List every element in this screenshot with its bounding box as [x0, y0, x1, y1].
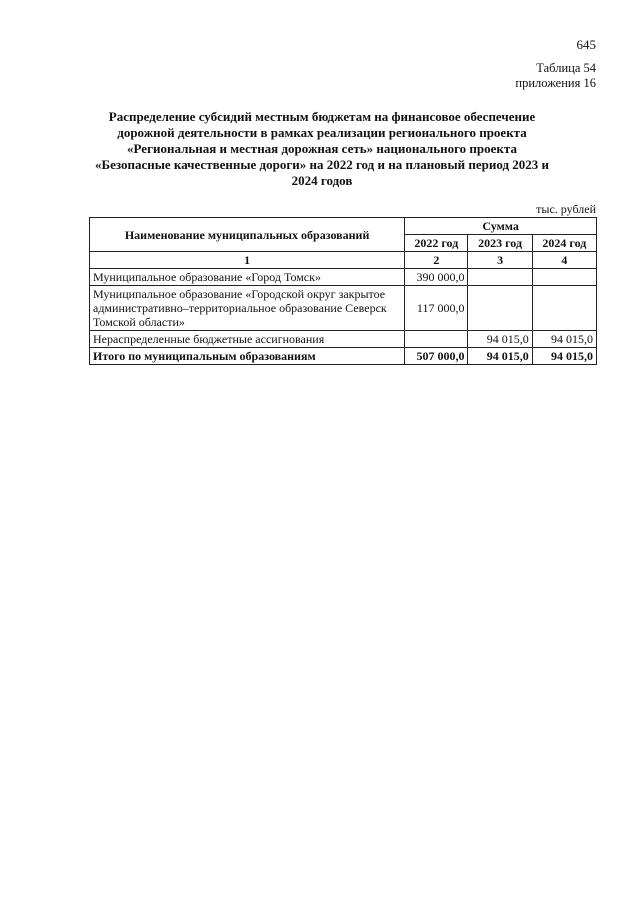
column-number-row — [90, 252, 597, 269]
header-year-2022: 2022 год — [405, 235, 468, 252]
value-2023 — [468, 269, 532, 286]
table-reference-line2: приложения 16 — [515, 76, 596, 90]
municipality-name: Муниципальное образование «Городской округ закрытое административно–территориальное образование Северск Томской области» — [90, 286, 405, 331]
value-2022: 117 000,0 — [405, 286, 468, 331]
table-reference — [515, 61, 596, 91]
column-number: 3 — [468, 252, 532, 269]
value-2022 — [405, 331, 468, 348]
total-row — [90, 348, 597, 365]
units-label: тыс. рублей — [536, 202, 596, 216]
column-number: 4 — [532, 252, 596, 269]
value-2024 — [532, 269, 596, 286]
header-sum: Сумма — [405, 218, 597, 235]
header-year-2023: 2023 год — [468, 235, 532, 252]
value-2023: 94 015,0 — [468, 331, 532, 348]
table-row — [90, 286, 597, 331]
total-2022: 507 000,0 — [405, 348, 468, 365]
table-row — [90, 331, 597, 348]
total-2024: 94 015,0 — [532, 348, 596, 365]
value-2023 — [468, 286, 532, 331]
subsidy-table — [89, 217, 597, 365]
municipality-name: Нераспределенные бюджетные ассигнования — [90, 331, 405, 348]
value-2024 — [532, 286, 596, 331]
column-number: 1 — [90, 252, 405, 269]
total-label: Итого по муниципальным образованиям — [90, 348, 405, 365]
total-2023: 94 015,0 — [468, 348, 532, 365]
value-2022: 390 000,0 — [405, 269, 468, 286]
municipality-name: Муниципальное образование «Город Томск» — [90, 269, 405, 286]
header-year-2024: 2024 год — [532, 235, 596, 252]
document-title: Распределение субсидий местным бюджетам на финансовое обеспечение дорожной деятельности в рамках реализации регионального проекта «Региональная и местная дорожная сеть» национального проекта «Безопасные качественные дороги» на 2022 год и на плановый период 2023 и 2024 годов — [94, 109, 550, 188]
page-number: 645 — [576, 37, 596, 52]
value-2024: 94 015,0 — [532, 331, 596, 348]
table-row — [90, 269, 597, 286]
column-number: 2 — [405, 252, 468, 269]
header-municipality: Наименование муниципальных образований — [90, 218, 405, 252]
header-row — [90, 218, 597, 235]
table-reference-line1: Таблица 54 — [536, 61, 596, 75]
